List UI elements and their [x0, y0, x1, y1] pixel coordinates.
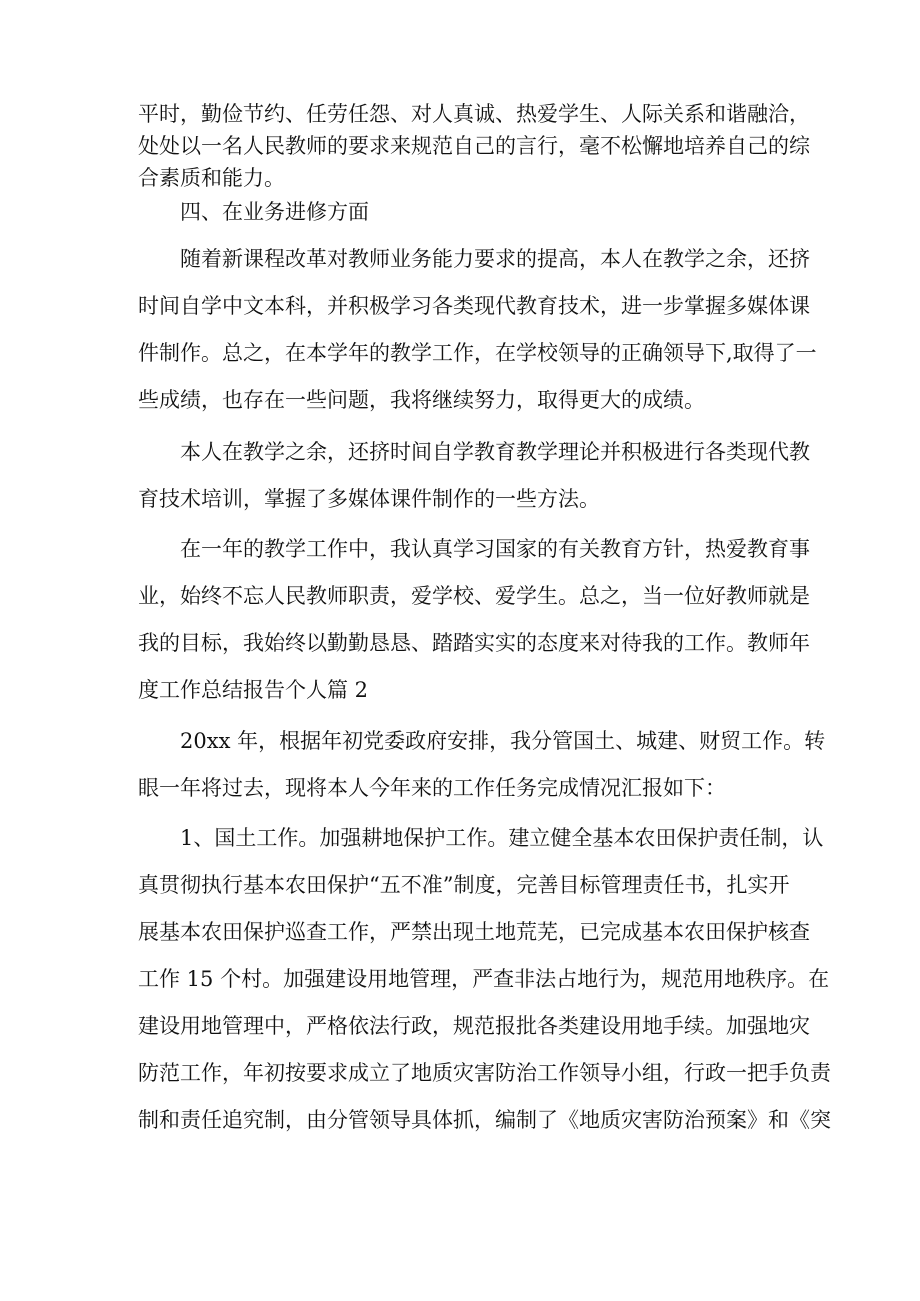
text-line: 建设用地管理中，严格依法行政，规范报批各类建设用地手续。加强地灾: [138, 1014, 810, 1038]
text-line: 些成绩，也存在一些问题，我将继续努力，取得更大的成绩。: [138, 388, 705, 412]
section-heading: [138, 196, 786, 228]
text-line: 防范工作，年初按要求成立了地质灾害防治工作领导小组，行政一把手负责: [138, 1061, 831, 1085]
paragraph: [138, 429, 810, 523]
paragraph: [138, 526, 810, 714]
paragraph: [138, 236, 817, 424]
paragraph: [138, 718, 826, 812]
text-line: 20xx 年，根据年初党委政府安排，我分管国土、城建、财贸工作。转: [180, 729, 826, 753]
text-line: 在一年的教学工作中，我认真学习国家的有关教育方针，热爱教育事: [180, 537, 810, 561]
text-line: 展基本农田保护巡查工作，严禁出现土地荒芜，已完成基本农田保护核查: [138, 920, 810, 944]
text-line: 我的目标，我始终以勤勤恳恳、踏踏实实的态度来对待我的工作。教师年: [138, 631, 810, 655]
text-line: 处处以一名人民教师的要求来规范自己的言行，毫不松懈地培养自己的综: [138, 134, 810, 158]
text-line: 育技术培训，掌握了多媒体课件制作的一些方法。: [138, 487, 600, 511]
heading-text: 四、在业务进修方面: [180, 200, 369, 224]
text-line: 度工作总结报告个人篇 2: [138, 678, 369, 702]
text-line: 合素质和能力。: [138, 166, 285, 190]
text-line: 真贯彻执行基本农田保护“五不准”制度，完善目标管理责任书，扎实开: [138, 873, 790, 897]
text-line: 眼一年将过去，现将本人今年来的工作任务完成情况汇报如下：: [138, 776, 726, 800]
text-line: 制和责任追究制，由分管领导具体抓，编制了《地质灾害防治预案》和《突: [138, 1108, 831, 1132]
text-line: 工作 15 个村。加强建设用地管理，严查非法占地行为，规范用地秩序。在: [138, 967, 830, 991]
paragraph-continued: [138, 98, 810, 194]
text-line: 1、国土工作。加强耕地保护工作。建立健全基本农田保护责任制，认: [180, 826, 824, 850]
text-line: 平时，勤俭节约、任劳任怨、对人真诚、热爱学生、人际关系和谐融洽，: [138, 102, 810, 126]
text-line: 业，始终不忘人民教师职责，爱学校、爱学生。总之，当一位好教师就是: [138, 584, 810, 608]
text-line: 件制作。总之，在本学年的教学工作，在学校领导的正确领导下,取得了一: [138, 341, 817, 365]
text-line: 本人在教学之余，还挤时间自学教育教学理论并积极进行各类现代教: [180, 440, 810, 464]
paragraph: [138, 815, 831, 1144]
text-line: 随着新课程改革对教师业务能力要求的提高，本人在教学之余，还挤: [180, 247, 810, 271]
text-line: 时间自学中文本科，并积极学习各类现代教育技术，进一步掌握多媒体课: [138, 294, 810, 318]
